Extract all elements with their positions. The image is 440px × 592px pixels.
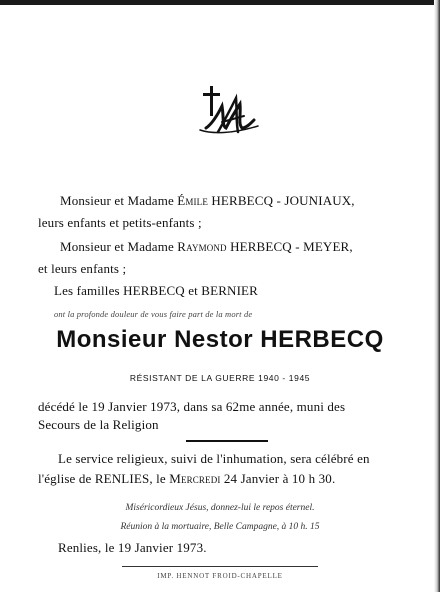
bottom-rule [122, 566, 318, 567]
family-2-first-name: Raymond [177, 239, 227, 254]
family-2-line-2: et leurs enfants ; [38, 261, 127, 276]
separator-rule [186, 440, 268, 442]
death-line-2: Secours de la Religion [38, 417, 159, 432]
family-1-surname: HERBECQ - JOUNIAUX, [211, 193, 355, 208]
printer-credit: IMP. HENNOT FROID-CHAPELLE [157, 572, 283, 580]
family-1-line-2: leurs enfants et petits-enfants ; [38, 215, 202, 230]
prayer-text: Miséricordieux Jésus, donnez-lui le repos éternel. [125, 503, 315, 513]
family-2-surname: HERBECQ - MEYER, [230, 239, 353, 254]
death-line-1: décédé le 19 Janvier 1973, dans sa 62me année, muni des [38, 399, 346, 414]
place-date: Renlies, le 19 Janvier 1973. [58, 540, 207, 555]
service-line-2-end: 24 Janvier à 10 h 30. [220, 471, 336, 486]
deceased-name: Monsieur Nestor HERBECQ [56, 326, 384, 353]
family-1-prefix: Monsieur et Madame [60, 193, 178, 208]
cross-monogram-icon [192, 84, 264, 144]
gathering-line [0, 516, 440, 534]
deceased-title: RÉSISTANT DE LA GUERRE 1940 - 1945 [129, 373, 311, 383]
family-2-prefix: Monsieur et Madame [60, 239, 178, 254]
scan-border-top [0, 0, 440, 5]
service-day: Mercredi [169, 471, 221, 486]
service-line-2-start: l'église de RENLIES, le [38, 471, 170, 486]
sorrow-text: ont la profonde douleur de vous faire part de la mort de [54, 309, 253, 319]
gathering-text: Réunion à la mortuaire, Belle Campagne, à 10 h. 15 [120, 522, 320, 532]
other-families: Les familles HERBECQ et BERNIER [54, 283, 258, 298]
sorrow-line [54, 305, 252, 321]
prayer-line [0, 497, 440, 515]
service-line-1: Le service religieux, suivi de l'inhumation, sera célébré en [58, 451, 370, 466]
family-1-line-1 [60, 193, 355, 209]
family-1-first-name: Émile [177, 193, 208, 208]
service-line-2 [38, 471, 335, 487]
family-2-line-1 [60, 239, 353, 255]
